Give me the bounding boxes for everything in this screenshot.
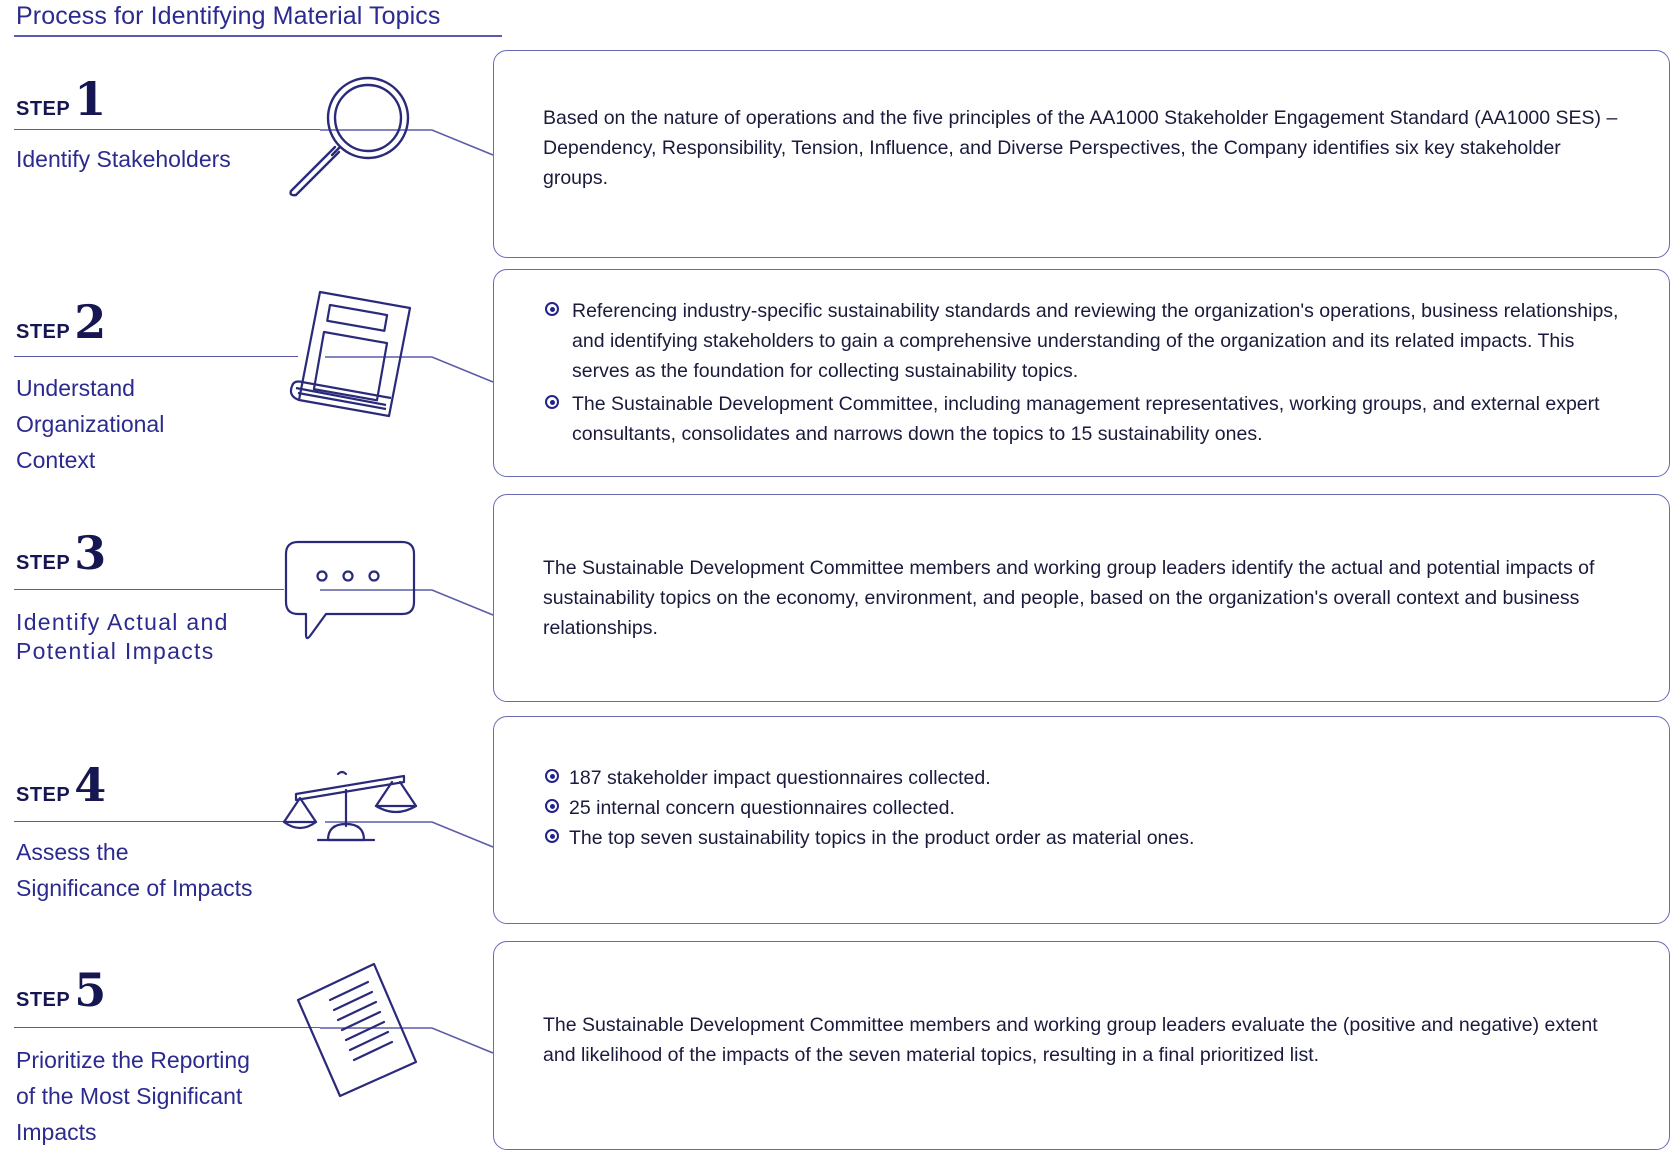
step-5-text: The Sustainable Development Committee members and working group leaders evaluate the (positive and negative) extent and likelihood of the impacts of the seven material topics, resulting in a final prioritized list. [543,1014,1598,1066]
bullet-icon [545,799,559,813]
step-1-label [16,72,106,126]
list-item: The top seven sustainability topics in the product order as material ones. [569,823,1629,853]
step-1-rule [14,129,320,130]
page-title: Process for Identifying Material Topics [16,2,441,30]
list-item: Referencing industry-specific sustainability standards and reviewing the organization's operations, business relationships, and identifying stakeholders to gain a comprehensive understanding of the organization and its related impacts. This serves as the foundation for collecting sustainability topics. [572,296,1629,386]
step-4-box [493,716,1670,924]
step-3-text: The Sustainable Development Committee members and working group leaders identify the actual and potential impacts of sustainability topics on the economy, environment, and people, based on the organization's overall context and business relationships. [543,557,1595,639]
step-2-label [16,295,106,349]
step-1-title: Identify Stakeholders [16,146,231,172]
step-3-label [16,526,106,580]
step-4-rule [14,821,284,822]
step-2-bullet-list [572,296,1629,449]
step-5-box [493,941,1670,1150]
bullet-icon [545,395,559,409]
step-2-title: Understand Organizational Context [16,375,165,473]
speech-bubble-icon [282,540,418,644]
step-word: STEP [16,552,71,574]
step-5-rule [14,1027,320,1028]
step-number: 4 [74,758,107,812]
list-item: The Sustainable Development Committee, including management representatives, working groups, and external expert consultants, consolidates and narrows down the topics to 15 sustainability ones. [572,389,1629,449]
step-word: STEP [16,98,71,120]
step-4-bullet-list [569,763,1629,853]
step-number: 3 [74,526,107,580]
step-3-rule [14,589,284,590]
balance-scale-icon [280,770,424,846]
step-2-box [493,269,1670,477]
step-5-label [16,963,106,1017]
step-5-title: Prioritize the Reporting of the Most Significant Impacts [16,1047,250,1145]
step-word: STEP [16,321,71,343]
book-icon [286,288,416,428]
step-number: 5 [74,963,107,1017]
list-item: 25 internal concern questionnaires collected. [569,793,1629,823]
step-4-title: Assess the Significance of Impacts [16,839,253,901]
step-3-box [493,494,1670,702]
step-4-label [16,758,106,812]
step-number: 2 [74,295,107,349]
step-2-rule [14,356,298,357]
step-3-title: Identify Actual and Potential Impacts [16,609,229,664]
step-number: 1 [74,72,107,126]
bullet-icon [545,302,559,316]
magnifier-icon [288,74,418,198]
bullet-icon [545,769,559,783]
step-1-text: Based on the nature of operations and the five principles of the AA1000 Stakeholder Engagement Standard (AA1000 SES) – Dependency, Responsibility, Tension, Influence, and Diverse Perspectives, the Company identifies six key stakeholder groups. [543,107,1618,189]
step-word: STEP [16,784,71,806]
step-1-box [493,50,1670,258]
step-word: STEP [16,989,71,1011]
document-icon [296,962,420,1098]
bullet-icon [545,829,559,843]
list-item: 187 stakeholder impact questionnaires collected. [569,763,1629,793]
